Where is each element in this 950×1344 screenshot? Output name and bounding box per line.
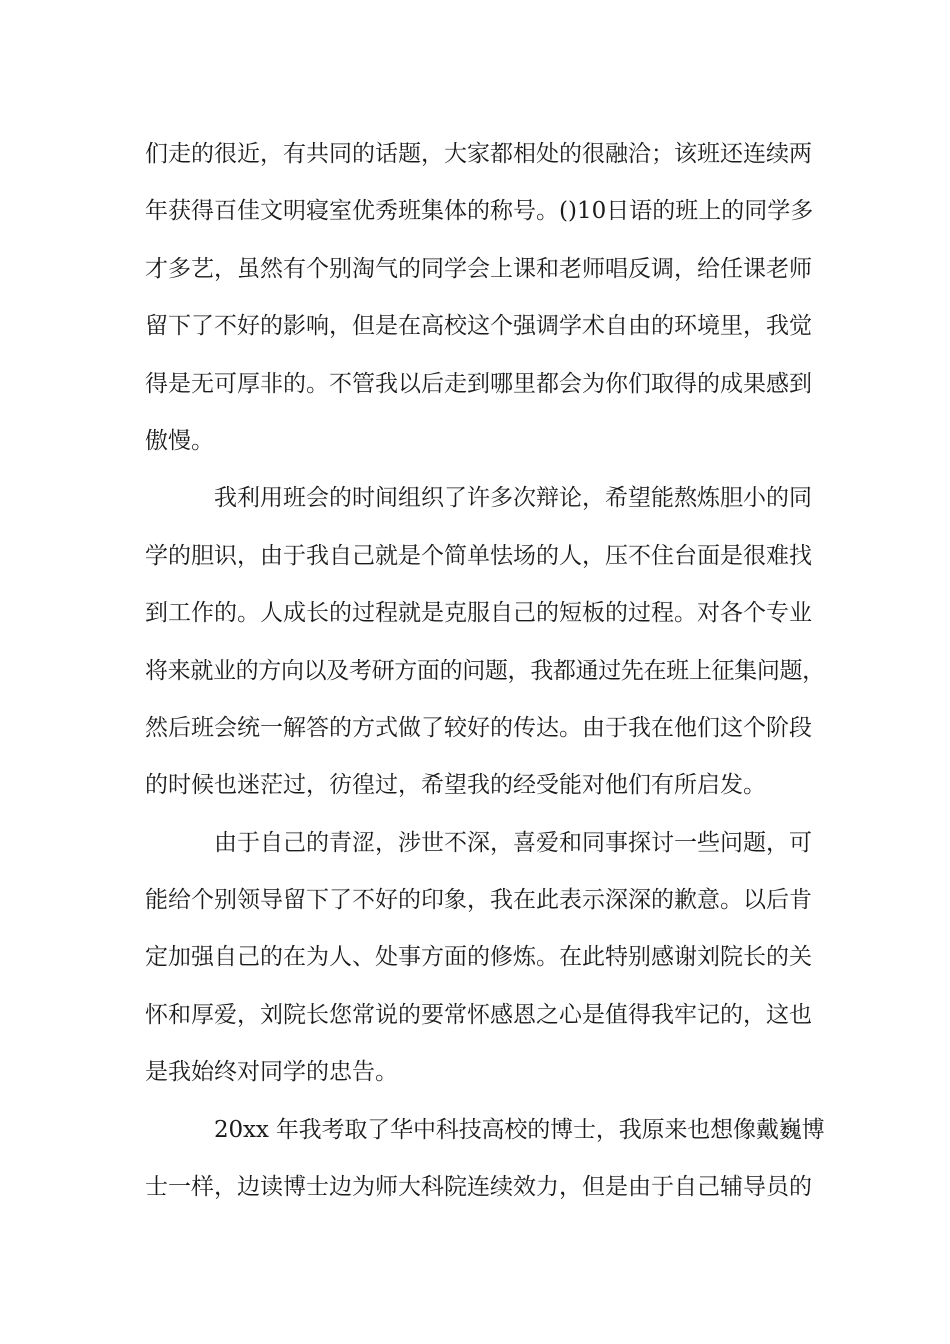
text-line: 由于自己的青涩，涉世不深，喜爱和同事探讨一些问题，可 (214, 829, 812, 856)
text-line: 是我始终对同学的忠告。 (145, 1059, 398, 1086)
text-line: 能给个别领导留下了不好的印象，我在此表示深深的歉意。以后肯 (145, 887, 812, 914)
text-line: 20xx 年我考取了华中科技高校的博士，我原来也想像戴巍博 (214, 1116, 825, 1143)
text-line: 士一样，边读博士边为师大科院连续效力，但是由于自己辅导员的 (145, 1174, 812, 1201)
text-line: 将来就业的方向以及考研方面的问题，我都通过先在班上征集问题， (145, 657, 825, 684)
document-body (145, 126, 825, 1216)
text-line: 学的胆识，由于我自己就是个简单怯场的人，压不住台面是很难找 (145, 542, 812, 569)
text-line: 年获得百佳文明寝室优秀班集体的称号。()10日语的班上的同学多 (145, 198, 814, 225)
text-line: 傲慢。 (145, 427, 214, 454)
text-line: 定加强自己的在为人、处事方面的修炼。在此特别感谢刘院长的关 (145, 944, 812, 971)
text-line: 到工作的。人成长的过程就是克服自己的短板的过程。对各个专业 (145, 600, 812, 627)
text-line: 我利用班会的时间组织了许多次辩论，希望能熬炼胆小的同 (214, 485, 812, 512)
text-line: 然后班会统一解答的方式做了较好的传达。由于我在他们这个阶段 (145, 714, 812, 741)
text-line: 们走的很近，有共同的话题，大家都相处的很融洽；该班还连续两 (145, 141, 812, 167)
text-line: 留下了不好的影响，但是在高校这个强调学术自由的环境里，我觉 (145, 313, 812, 340)
text-line: 得是无可厚非的。不管我以后走到哪里都会为你们取得的成果感到 (145, 370, 812, 397)
text-line: 的时候也迷茫过，彷徨过，希望我的经受能对他们有所启发。 (145, 772, 766, 799)
text-line: 才多艺，虽然有个别淘气的同学会上课和老师唱反调，给任课老师 (145, 255, 812, 282)
text-line: 怀和厚爱，刘院长您常说的要常怀感恩之心是值得我牢记的，这也 (145, 1001, 812, 1028)
